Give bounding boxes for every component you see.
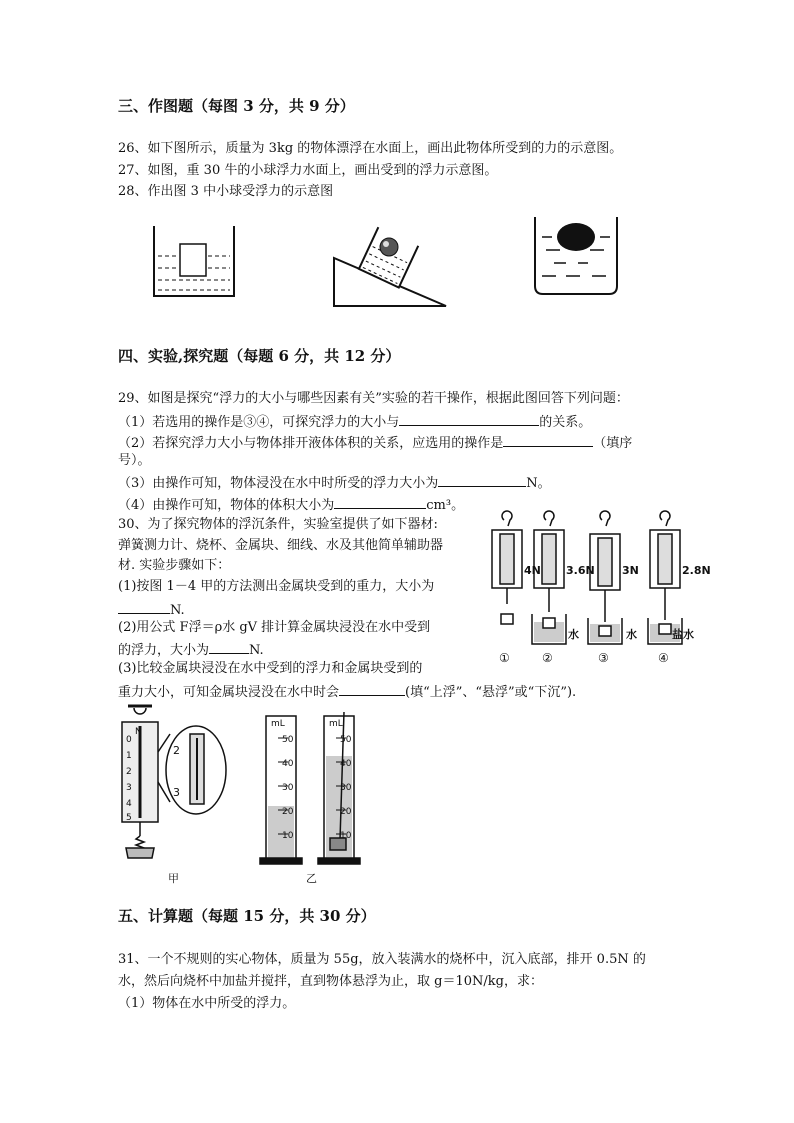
scale-tick-5: 5 xyxy=(126,813,132,823)
question-29-part4: （4）由操作可知，物体的体积大小为 cm³。 xyxy=(118,494,464,515)
cyl2-tick-50: 50 xyxy=(340,735,352,745)
cyl2-tick-20: 20 xyxy=(340,807,352,817)
figure-spring-balances xyxy=(486,514,716,666)
reading-2: 3.6N xyxy=(566,564,595,577)
answer-blank[interactable] xyxy=(399,411,539,426)
cylinder-unit: mL xyxy=(271,719,285,729)
question-29-part3: （3）由操作可知，物体浸没在水中时所受的浮力大小为 N。 xyxy=(118,472,551,493)
question-27: 27、如图，重 30 牛的小球浮力水面上，画出受到的浮力示意图。 xyxy=(118,163,498,178)
reading-1: 4N xyxy=(524,564,541,577)
answer-blank[interactable] xyxy=(503,432,593,447)
figure-floating-block xyxy=(150,222,240,302)
cyl2-tick-10: 10 xyxy=(340,831,352,841)
question-31-line2: 水，然后向烧杯中加盐并搅拌，直到物体悬浮为止，取 g＝10N/kg，求： xyxy=(118,974,543,989)
liquid-label-2: 水 xyxy=(568,628,579,641)
question-30-line8: (3)比较金属块浸没在水中受到的浮力和金属块受到的 xyxy=(118,661,423,676)
question-30-line7: 的浮力，大小为 N. xyxy=(118,639,264,660)
question-30-line5: N. xyxy=(118,599,185,620)
question-31-part1: （1）物体在水中所受的浮力。 xyxy=(118,996,296,1011)
scale-tick-4: 4 xyxy=(126,799,132,809)
question-28: 28、作出图 3 中小球受浮力的示意图 xyxy=(118,184,334,199)
question-30-line1: 30、为了探究物体的浮沉条件，实验室提供了如下器材: xyxy=(118,517,438,532)
label-yi: 乙 xyxy=(306,872,317,885)
label-num-2: ② xyxy=(542,651,553,665)
zoom-tick-3: 3 xyxy=(173,786,180,799)
reading-4: 2.8N xyxy=(682,564,711,577)
figure-jia-yi xyxy=(118,702,363,886)
scale-unit: N xyxy=(135,727,142,737)
zoom-tick-2: 2 xyxy=(173,744,180,757)
cyl1-tick-10: 10 xyxy=(282,831,294,841)
cyl1-tick-50: 50 xyxy=(282,735,294,745)
answer-blank[interactable] xyxy=(339,681,405,696)
label-jia: 甲 xyxy=(168,872,179,885)
label-num-1: ① xyxy=(499,651,510,665)
question-29-part2: （2）若探究浮力大小与物体排开液体体积的关系，应选用的操作是 （填序 xyxy=(118,432,632,453)
question-30-line4: (1)按图 1－4 甲的方法测出金属块受到的重力，大小为 xyxy=(118,579,435,594)
question-30-line6: (2)用公式 F浮＝ρ水 gV 排计算金属块浸没在水中受到 xyxy=(118,620,431,635)
cyl2-tick-40: 40 xyxy=(340,759,352,769)
question-26: 26、如下图所示，质量为 3kg 的物体漂浮在水面上，画出此物体所受到的力的示意图。 xyxy=(118,141,623,156)
label-num-3: ③ xyxy=(598,651,609,665)
section4-heading: 四、实验,探究题（每题 6 分，共 12 分） xyxy=(118,347,401,365)
answer-blank[interactable] xyxy=(118,599,170,614)
section5-heading: 五、计算题（每题 15 分，共 30 分） xyxy=(118,907,376,925)
scale-tick-2: 2 xyxy=(126,767,132,777)
liquid-label-4: 盐水 xyxy=(672,628,694,641)
scale-tick-3: 3 xyxy=(126,783,132,793)
reading-3: 3N xyxy=(622,564,639,577)
scale-tick-0: 0 xyxy=(126,735,132,745)
label-num-4: ④ xyxy=(658,651,669,665)
cyl1-tick-40: 40 xyxy=(282,759,294,769)
answer-blank[interactable] xyxy=(438,472,526,487)
question-31-line1: 31、一个不规则的实心物体，质量为 55g，放入装满水的烧杯中，沉入底部，排开 0.5N 的 xyxy=(118,952,646,967)
cyl1-tick-30: 30 xyxy=(282,783,294,793)
question-29-stem: 29、如图是探究“浮力的大小与哪些因素有关”实验的若干操作，根据此图回答下列问题： xyxy=(118,391,629,406)
question-29-part1: （1）若选用的操作是③④，可探究浮力的大小与 的关系。 xyxy=(118,411,591,432)
cyl1-tick-20: 20 xyxy=(282,807,294,817)
section3-heading: 三、作图题（每图 3 分，共 9 分） xyxy=(118,97,355,115)
answer-blank[interactable] xyxy=(209,639,249,654)
figure-incline-ball xyxy=(330,222,450,312)
answer-blank[interactable] xyxy=(334,494,426,509)
question-29-part2-cont: 号）。 xyxy=(118,453,151,468)
scale-tick-1: 1 xyxy=(126,751,132,761)
question-30-line9: 重力大小，可知金属块浸没在水中时会 (填“上浮”、“悬浮”或“下沉”). xyxy=(118,681,576,702)
cyl2-tick-30: 30 xyxy=(340,783,352,793)
liquid-label-3: 水 xyxy=(626,628,637,641)
cylinder-unit-2: mL xyxy=(329,719,343,729)
question-30-line2: 弹簧测力计、烧杯、金属块、细线、水及其他简单辅助器 xyxy=(118,538,444,553)
question-30-line3: 材. 实验步骤如下： xyxy=(118,558,231,573)
figure-beaker-ball xyxy=(532,214,622,300)
